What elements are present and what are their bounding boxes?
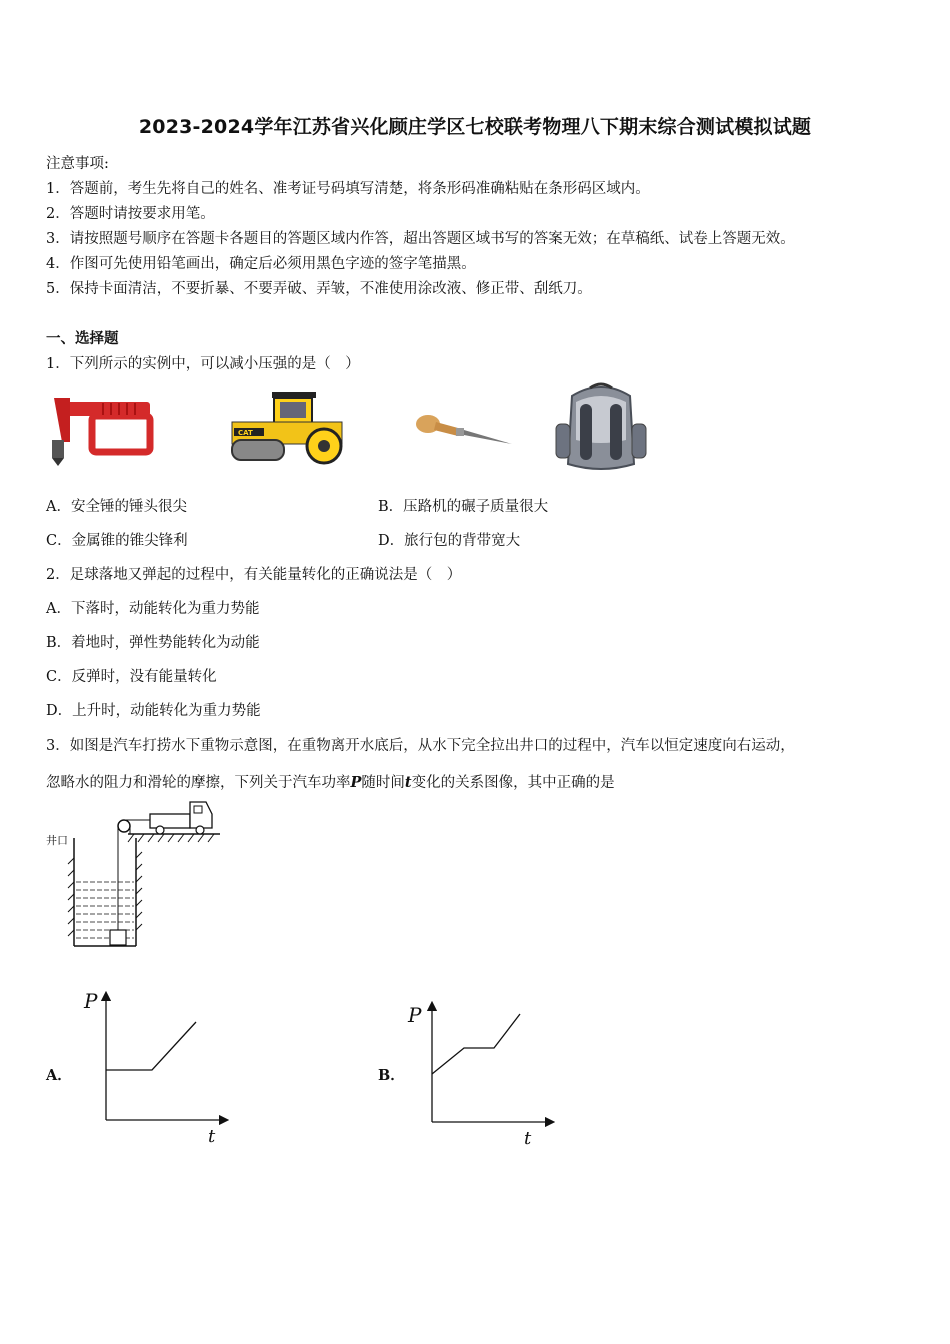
graph-a[interactable] (78, 986, 230, 1148)
question-3-stem-line1: 3．如图是汽车打捞水下重物示意图，在重物离开水底后，从水下完全拉出井口的过程中，汽车以恒定速度向右运动， (46, 738, 795, 754)
road-roller-image (226, 388, 350, 466)
q3-stem-part: 随时间 (361, 775, 405, 791)
q2-option-b[interactable]: B．着地时，弹性势能转化为动能 (46, 635, 260, 651)
q2-option-c[interactable]: C．反弹时，没有能量转化 (46, 669, 217, 685)
q2-option-a[interactable]: A．下落时，动能转化为重力势能 (46, 601, 260, 617)
graph-a-y-label: P (84, 989, 98, 1013)
q1-option-c[interactable]: C．金属锥的锥尖锋利 (46, 533, 188, 549)
graph-b[interactable] (404, 998, 556, 1150)
question-2-stem: 2．足球落地又弹起的过程中，有关能量转化的正确说法是（ ） (46, 567, 462, 583)
question-3-stem-line2 (46, 771, 615, 792)
section-heading: 一、选择题 (46, 330, 119, 347)
q1-option-a[interactable]: A．安全锤的锤头很尖 (46, 499, 187, 515)
backpack-image (552, 380, 650, 472)
graph-b-x-label: t (524, 1128, 532, 1149)
variable-t: t (404, 774, 412, 791)
graph-b-y-label: P (408, 1003, 422, 1027)
notice-item: 2．答题时请按要求用笔。 (46, 206, 215, 222)
question-1-stem: 1．下列所示的实例中，可以减小压强的是（ ） (46, 356, 360, 372)
graph-a-x-label: t (208, 1126, 216, 1147)
roller-brand-text: CAT (238, 429, 253, 437)
graph-a-label[interactable]: A． (46, 1067, 72, 1084)
q1-option-d[interactable]: D．旅行包的背带宽大 (378, 533, 521, 549)
page-title: 2023-2024学年江苏省兴化顾庄学区七校联考物理八下期末综合测试模拟试题 (138, 116, 812, 138)
q1-option-b[interactable]: B．压路机的碾子质量很大 (378, 499, 549, 515)
notice-item: 5．保持卡面清洁，不要折暴、不要弄破、弄皱，不准使用涂改液、修正带、刮纸刀。 (46, 281, 592, 297)
graph-b-label[interactable]: B． (378, 1067, 405, 1084)
well-label: 井口 (46, 834, 68, 847)
notice-heading: 注意事项: (46, 156, 109, 172)
q3-stem-part: 忽略水的阻力和滑轮的摩擦，下列关于汽车功率 (46, 775, 351, 791)
q2-option-d[interactable]: D．上升时，动能转化为重力势能 (46, 703, 261, 719)
notice-item: 1．答题前，考生先将自己的姓名、准考证号码填写清楚，将条形码准确粘贴在条形码区域内。 (46, 181, 650, 197)
well-salvage-diagram (40, 798, 226, 954)
safety-hammer-image (44, 390, 156, 470)
notice-item: 4．作图可先使用铅笔画出，确定后必须用黑色字迹的签字笔描黑。 (46, 256, 476, 272)
metal-awl-image (410, 408, 516, 450)
q3-stem-part: 变化的关系图像，其中正确的是 (411, 775, 615, 791)
notice-item: 3．请按照题号顺序在答题卡各题目的答题区域内作答，超出答题区域书写的答案无效；在草稿纸、试卷上答题无效。 (46, 231, 795, 247)
variable-p: P (350, 774, 362, 791)
